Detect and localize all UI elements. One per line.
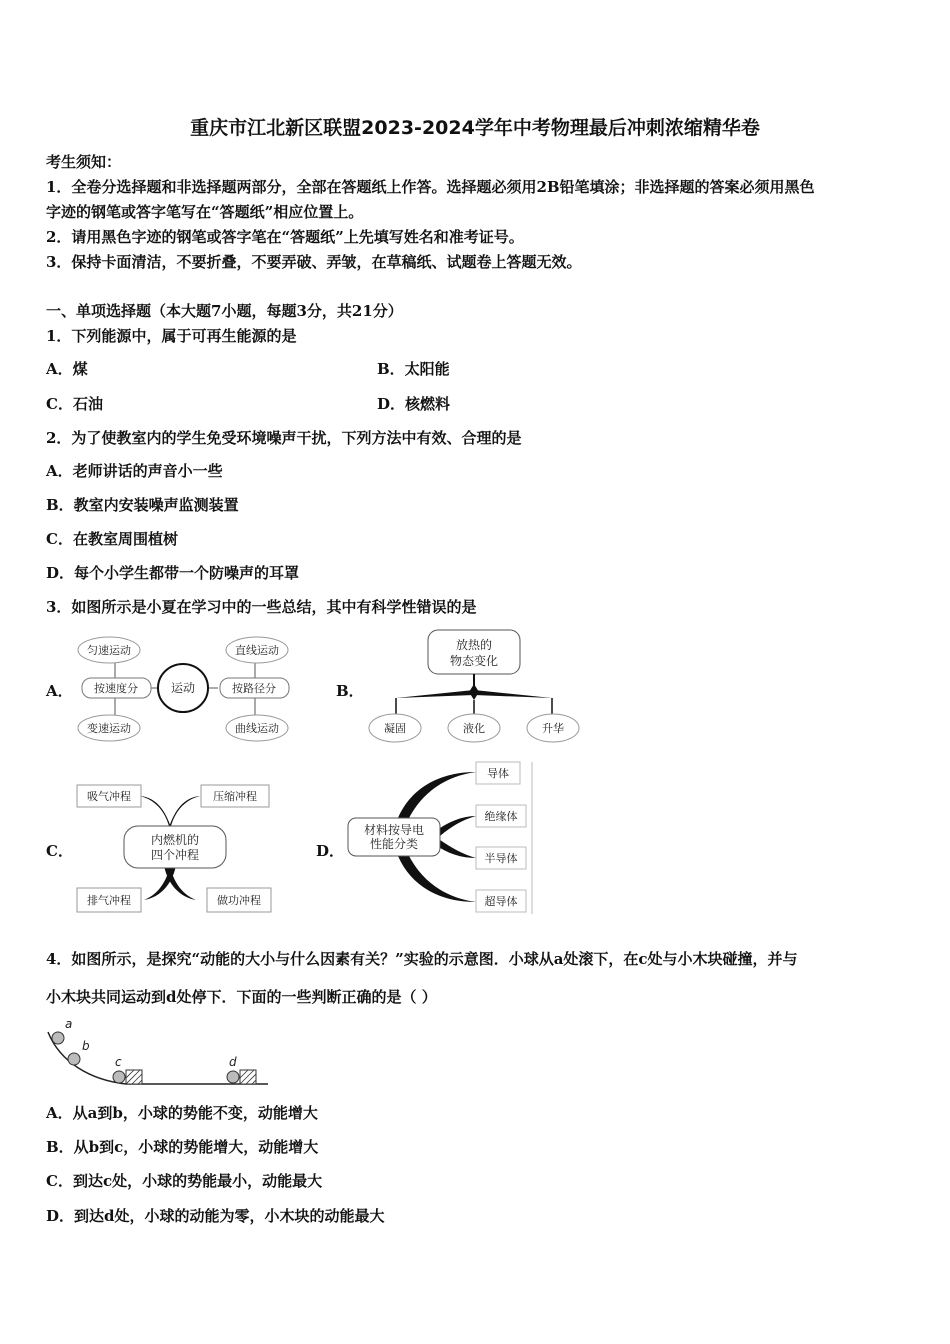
diag-b-right: 升华 xyxy=(542,722,564,735)
q3-diagram-a xyxy=(72,632,297,744)
fig-label-b: b xyxy=(82,1039,90,1053)
q4-figure xyxy=(40,1016,274,1090)
diag-d-center-line1: 材料按导电 xyxy=(363,823,425,837)
q2-option-a: A．老师讲话的声音小一些 xyxy=(46,462,223,480)
q3-label-d: D． xyxy=(316,842,345,860)
page-title: 重庆市江北新区联盟2023-2024学年中考物理最后冲刺浓缩精华卷 xyxy=(190,117,760,139)
diag-a-br: 曲线运动 xyxy=(235,722,279,735)
diag-b-top-line1: 放热的 xyxy=(455,638,493,652)
q4-stem-line2: 小木块共同运动到d处停下．下面的一些判断正确的是（ ） xyxy=(46,988,437,1006)
diag-c-tr: 压缩冲程 xyxy=(213,790,257,803)
diag-a-left-mid: 按速度分 xyxy=(94,682,138,695)
section-heading: 一、单项选择题（本大题7小题，每题3分，共21分） xyxy=(46,302,403,320)
q3-diagram-b xyxy=(362,624,586,746)
q4-option-c: C．到达c处，小球的势能最小，动能最大 xyxy=(46,1172,323,1190)
q3-diagram-d xyxy=(342,760,538,916)
q2-stem: 2．为了使教室内的学生免受环境噪声干扰，下列方法中有效、合理的是 xyxy=(46,429,522,447)
q4-option-b: B．从b到c，小球的势能增大，动能增大 xyxy=(46,1138,319,1156)
diag-a-tl: 匀速运动 xyxy=(87,644,131,657)
diag-d-center-line2: 性能分类 xyxy=(369,837,419,851)
fig-label-a: a xyxy=(65,1017,73,1031)
diag-c-center-line1: 内燃机的 xyxy=(150,833,200,847)
diag-a-tr: 直线运动 xyxy=(235,644,279,657)
q1-option-b: B．太阳能 xyxy=(377,360,450,378)
q4-stem-line1: 4．如图所示，是探究“动能的大小与什么因素有关？”实验的示意图．小球从a处滚下，在c处与小木块碰撞，并与 xyxy=(46,950,798,968)
diag-c-tl: 吸气冲程 xyxy=(87,790,131,803)
diag-b-left: 凝固 xyxy=(384,722,406,735)
diag-b-middle: 液化 xyxy=(463,722,485,735)
q1-stem: 1．下列能源中，属于可再生能源的是 xyxy=(46,327,297,345)
q4-option-d: D．到达d处，小球的动能为零，小木块的动能最大 xyxy=(46,1207,385,1225)
q3-label-a: A． xyxy=(46,682,73,700)
q3-diagram-c xyxy=(72,780,278,916)
fig-label-d: d xyxy=(229,1055,237,1069)
diag-a-right-mid: 按路径分 xyxy=(232,682,276,695)
q1-option-c: C．石油 xyxy=(46,395,103,413)
diag-b-top-line2: 物态变化 xyxy=(449,654,499,668)
q2-option-d: D．每个小学生都带一个防噪声的耳罩 xyxy=(46,564,300,582)
notice-heading: 考生须知： xyxy=(46,153,122,171)
notice-item-2: 2．请用黑色字迹的钢笔或答字笔在“答题纸”上先填写姓名和准考证号。 xyxy=(46,228,524,246)
diag-d-item-1: 导体 xyxy=(487,767,509,780)
notice-item-1-cont: 字迹的钢笔或答字笔写在“答题纸”相应位置上。 xyxy=(46,203,364,221)
q2-option-b: B．教室内安装噪声监测装置 xyxy=(46,496,239,514)
notice-item-3: 3．保持卡面清洁，不要折叠，不要弄破、弄皱，在草稿纸、试题卷上答题无效。 xyxy=(46,253,582,271)
diag-a-center: 运动 xyxy=(170,681,196,695)
q1-option-a: A．煤 xyxy=(46,360,88,378)
q4-option-a: A．从a到b，小球的势能不变，动能增大 xyxy=(46,1104,318,1122)
q1-option-d: D．核燃料 xyxy=(377,395,451,413)
diag-a-bl: 变速运动 xyxy=(87,722,131,735)
q3-label-c: C． xyxy=(46,842,73,860)
diag-c-br: 做功冲程 xyxy=(217,894,261,907)
diag-d-item-3: 半导体 xyxy=(484,852,518,865)
q2-option-c: C．在教室周围植树 xyxy=(46,530,178,548)
q3-label-b: B． xyxy=(336,682,364,700)
diag-c-center-line2: 四个冲程 xyxy=(150,848,200,862)
diag-c-bl: 排气冲程 xyxy=(87,894,131,907)
q3-stem: 3．如图所示是小夏在学习中的一些总结，其中有科学性错误的是 xyxy=(46,598,477,616)
diag-d-item-4: 超导体 xyxy=(484,895,518,908)
diag-d-item-2: 绝缘体 xyxy=(484,810,518,823)
notice-item-1: 1．全卷分选择题和非选择题两部分，全部在答题纸上作答。选择题必须用2B铅笔填涂；非选择题的答案必须用黑色 xyxy=(46,178,815,196)
fig-label-c: c xyxy=(115,1055,122,1069)
